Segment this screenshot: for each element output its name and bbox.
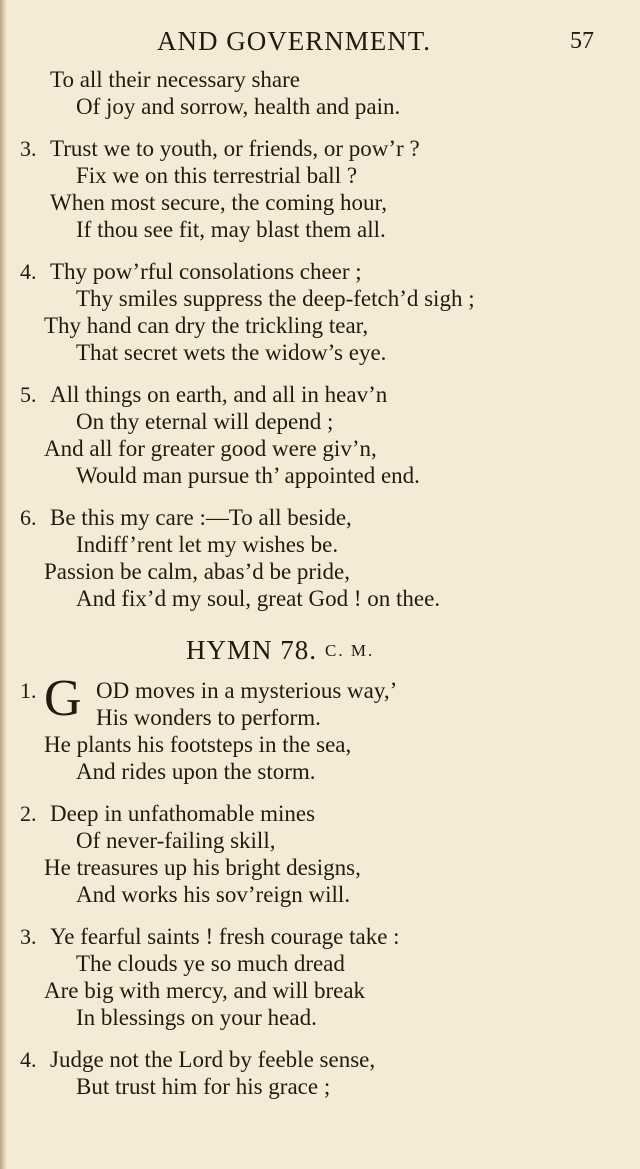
stanza-number: 5. <box>20 382 37 407</box>
verse-line: The clouds ye so much dread <box>76 951 345 976</box>
stanza-3 <box>0 135 640 243</box>
stanza-6 <box>0 504 640 612</box>
verse-line: Thy smiles suppress the deep-fetch’d sigh ; <box>76 286 475 311</box>
stanza-number: 4. <box>20 1047 37 1072</box>
verse-line: When most secure, the coming hour, <box>50 190 387 215</box>
stanza-number: 4. <box>20 259 37 284</box>
verse-line: Of never-failing skill, <box>76 828 276 853</box>
hymn-stanza-3 <box>0 923 640 1031</box>
page-number: 57 <box>570 28 594 54</box>
verse-line: In blessings on your head. <box>76 1005 317 1030</box>
verse-text: OD moves in a mysterious way,’ <box>96 678 398 703</box>
verse-line <box>0 381 640 408</box>
verse-line: But trust him for his grace ; <box>76 1074 331 1099</box>
page-header <box>0 24 640 58</box>
stanza-5 <box>0 381 640 489</box>
verse-line: Are big with mercy, and will break <box>44 978 366 1003</box>
verse-text: Trust we to youth, or friends, or pow’r ? <box>50 136 420 161</box>
stanza-number: 6. <box>20 505 37 530</box>
stanza-4 <box>0 258 640 366</box>
verse-line: And rides upon the storm. <box>76 759 316 784</box>
verse-line: And all for greater good were giv’n, <box>44 436 377 461</box>
hymn-meter: C. M. <box>325 641 375 660</box>
verse-line <box>0 135 640 162</box>
verse-line: Thy hand can dry the trickling tear, <box>44 313 369 338</box>
verse-line: Of joy and sorrow, health and pain. <box>76 94 401 119</box>
verse-line: On thy eternal will depend ; <box>76 409 334 434</box>
verse-line <box>0 1046 640 1073</box>
verse-line <box>0 504 640 531</box>
verse-line: And fix’d my soul, great God ! on thee. <box>76 586 441 611</box>
verse-text: Ye fearful saints ! fresh courage take : <box>50 924 400 949</box>
running-head: AND GOVERNMENT. <box>157 26 431 56</box>
hymn-heading <box>0 627 640 675</box>
verse-line: If thou see fit, may blast them all. <box>76 217 386 242</box>
stanza-continued <box>0 66 640 120</box>
verse-line: He plants his footsteps in the sea, <box>44 732 352 757</box>
verse-line: To all their necessary share <box>50 67 301 92</box>
hymn-stanza-1 <box>0 670 640 785</box>
verse-line <box>0 258 640 285</box>
verse-line: That secret wets the widow’s eye. <box>76 340 387 365</box>
stanza-number: 3. <box>20 136 37 161</box>
page-body <box>0 66 640 1115</box>
stanza-number: 2. <box>20 801 37 826</box>
stanza-number: 1. <box>20 678 37 703</box>
verse-text: Thy pow’rful consolations cheer ; <box>50 259 362 284</box>
verse-line: And works his sov’reign will. <box>76 882 351 907</box>
verse-text: Be this my care :—To all beside, <box>50 505 352 530</box>
verse-text: All things on earth, and all in heav’n <box>50 382 388 407</box>
stanza-number: 3. <box>20 924 37 949</box>
verse-line <box>0 923 640 950</box>
verse-text: Judge not the Lord by feeble sense, <box>50 1047 376 1072</box>
verse-line: His wonders to perform. <box>96 705 321 730</box>
verse-line: He treasures up his bright designs, <box>44 855 361 880</box>
verse-text: Deep in unfathomable mines <box>50 801 316 826</box>
hymn-title: HYMN 78. <box>186 635 318 665</box>
verse-line: Passion be calm, abas’d be pride, <box>44 559 350 584</box>
drop-cap: G <box>44 670 82 727</box>
hymn-stanza-2 <box>0 800 640 908</box>
verse-line: Fix we on this terrestrial ball ? <box>76 163 358 188</box>
verse-line <box>0 800 640 827</box>
verse-line: Would man pursue th’ appointed end. <box>76 463 420 488</box>
hymn-stanza-4 <box>0 1046 640 1100</box>
verse-line: Indiff’rent let my wishes be. <box>76 532 339 557</box>
